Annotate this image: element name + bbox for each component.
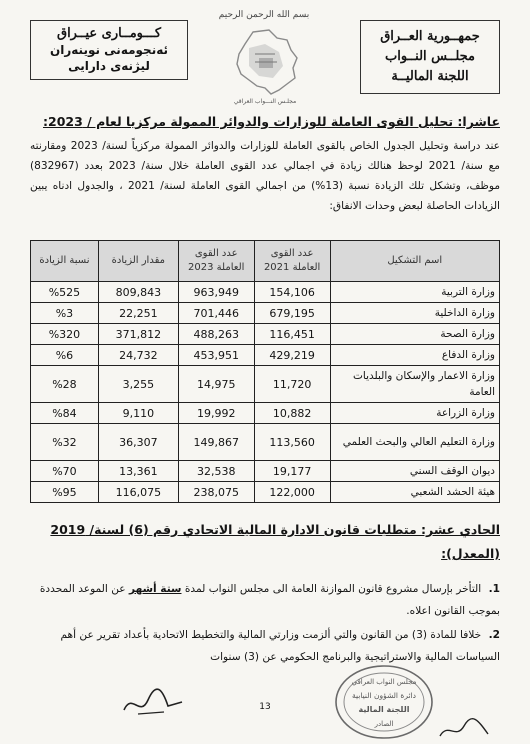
cell-workforce-2021: 113,560 [254,424,330,461]
cell-increase: 9,110 [98,403,178,424]
basmala: بسم الله الرحمن الرحيم [218,10,310,20]
item-1-text-emphasis: ستة أشهر [128,583,182,595]
workforce-table [30,240,500,503]
table-row [31,424,500,461]
header-kurdish-line-3: ليژنه‌ى دارايى [68,59,150,73]
table-row [31,403,500,424]
col-header-workforce-2023: عدد القوى العاملة 2023 [178,241,254,282]
col-header-workforce-2021: عدد القوى العاملة 2021 [254,241,330,282]
header-arabic-line-3: اللجنة الماليــة [391,69,469,84]
emblem-caption: مجلـس النـــواب العراقي [233,98,297,105]
iraq-map-emblem-icon [225,24,305,102]
cell-entity: هيئة الحشد الشعبي [330,482,499,503]
cell-entity: وزارة الصحة [330,324,499,345]
col-header-increase-pct: نسبة الزيادة [31,241,99,282]
item-1-text-end: عن الموعد المحددة بموجب القانون اعلاه. [39,583,500,617]
cell-increase-pct: %6 [31,345,99,366]
section-11-title-amended: (المعدل): [441,546,500,561]
cell-workforce-2021: 679,195 [254,303,330,324]
item-1-text-start: التأخر بإرسال مشروع قانون الموازنة العامة الى مجلس النواب لمدة [184,583,482,595]
section-10-title: عاشرا: تحليل القوى العاملة للوزارات والدوائر الممولة مركزيا لعام / 2023: [43,114,500,129]
stamp-line-2: دائرة الشؤون النيابية [352,691,416,700]
cell-workforce-2023: 701,446 [178,303,254,324]
cell-increase-pct: %525 [31,282,99,303]
cell-workforce-2023: 14,975 [178,366,254,403]
cell-workforce-2023: 963,949 [178,282,254,303]
cell-increase: 3,255 [98,366,178,403]
cell-workforce-2023: 19,992 [178,403,254,424]
header-kurdish-line-2: ئه‌نجومه‌نى نوينه‌ران [50,43,168,57]
table-row [31,303,500,324]
cell-workforce-2021: 19,177 [254,461,330,482]
initials-mark [436,716,496,744]
cell-increase: 24,732 [98,345,178,366]
col-header-entity: اسم التشكيل [330,241,499,282]
cell-workforce-2021: 429,219 [254,345,330,366]
cell-increase-pct: %28 [31,366,99,403]
cell-workforce-2023: 488,263 [178,324,254,345]
table-header-row [31,241,500,282]
cell-increase: 36,307 [98,424,178,461]
cell-increase-pct: %70 [31,461,99,482]
cell-increase: 371,812 [98,324,178,345]
stamp-line-3: اللجنة المالية [358,705,410,714]
header-kurdish-box [30,20,188,80]
cell-increase-pct: %95 [31,482,99,503]
table-row [31,324,500,345]
stamp-line-4: الصادر [374,720,394,728]
requirement-item-1 [30,578,500,622]
cell-increase: 22,251 [98,303,178,324]
cell-workforce-2023: 453,951 [178,345,254,366]
cell-entity: وزارة التعليم العالي والبحث العلمي [330,424,499,461]
page-number: 13 [259,702,271,712]
cell-increase-pct: %320 [31,324,99,345]
header-arabic-box [360,20,500,94]
cell-entity: وزارة الداخلية [330,303,499,324]
cell-workforce-2021: 154,106 [254,282,330,303]
cell-increase: 13,361 [98,461,178,482]
stamp-line-1: مجلس النواب العراقي [351,678,417,686]
item-1-number: 1. [488,583,500,595]
cell-workforce-2021: 122,000 [254,482,330,503]
cell-workforce-2021: 11,720 [254,366,330,403]
item-2-number: 2. [488,629,500,641]
header-arabic-line-1: جمهــورية العــراق [380,29,480,44]
col-header-increase: مقدار الزيادة [98,241,178,282]
cell-entity: وزارة الاعمار والإسكان والبلديات العامة [330,366,499,403]
official-stamp [332,662,436,742]
cell-workforce-2023: 149,867 [178,424,254,461]
cell-increase: 809,843 [98,282,178,303]
cell-entity: ديوان الوقف السني [330,461,499,482]
table-row [31,366,500,403]
cell-entity: وزارة التربية [330,282,499,303]
signature-mark [118,682,188,722]
table-row [31,461,500,482]
cell-workforce-2021: 10,882 [254,403,330,424]
table-row [31,482,500,503]
section-11-title: الحادي عشر: متطلبات قانون الادارة المالية الاتحادي رقم (6) لسنة/ 2019 [50,522,500,537]
header-arabic-line-2: مجلــس النــواب [384,49,476,64]
cell-workforce-2023: 32,538 [178,461,254,482]
cell-workforce-2023: 238,075 [178,482,254,503]
cell-increase-pct: %3 [31,303,99,324]
cell-entity: وزارة الزراعة [330,403,499,424]
header-kurdish-line-1: كـــومــارى عيــراق [56,26,162,41]
cell-increase-pct: %84 [31,403,99,424]
item-2-text: خلافا للمادة (3) من القانون والتي ألزمت وزارتي المالية والتخطيط الاتحادية بأعداد تقرير عن أهم السياسات المالية والاستراتيجية والبرنامج الحكومي عن (3) سنوات [60,629,500,663]
cell-workforce-2021: 116,451 [254,324,330,345]
cell-increase-pct: %32 [31,424,99,461]
cell-increase: 116,075 [98,482,178,503]
section-10-paragraph: عند دراسة وتحليل الجدول الخاص بالقوى العاملة للوزارات والدوائر الممولة مركزياً لسنة/ 2023 ومقارنته مع سنة/ 2021 لوحظ هنالك زيادة في اجمالي عدد القوى العاملة خلال سنة/ 2023 بعدد (832967) موظف، وتشكل تلك الزيادة نسبة (13%) من اجمالي القوى العاملة لسنة/ 2021 ، والجدول ادناه يبين الزيادات الحاصلة لبعض وحدات الانفاق: [30,140,501,212]
table-row [31,282,500,303]
cell-entity: وزارة الدفاع [330,345,499,366]
table-row [31,345,500,366]
